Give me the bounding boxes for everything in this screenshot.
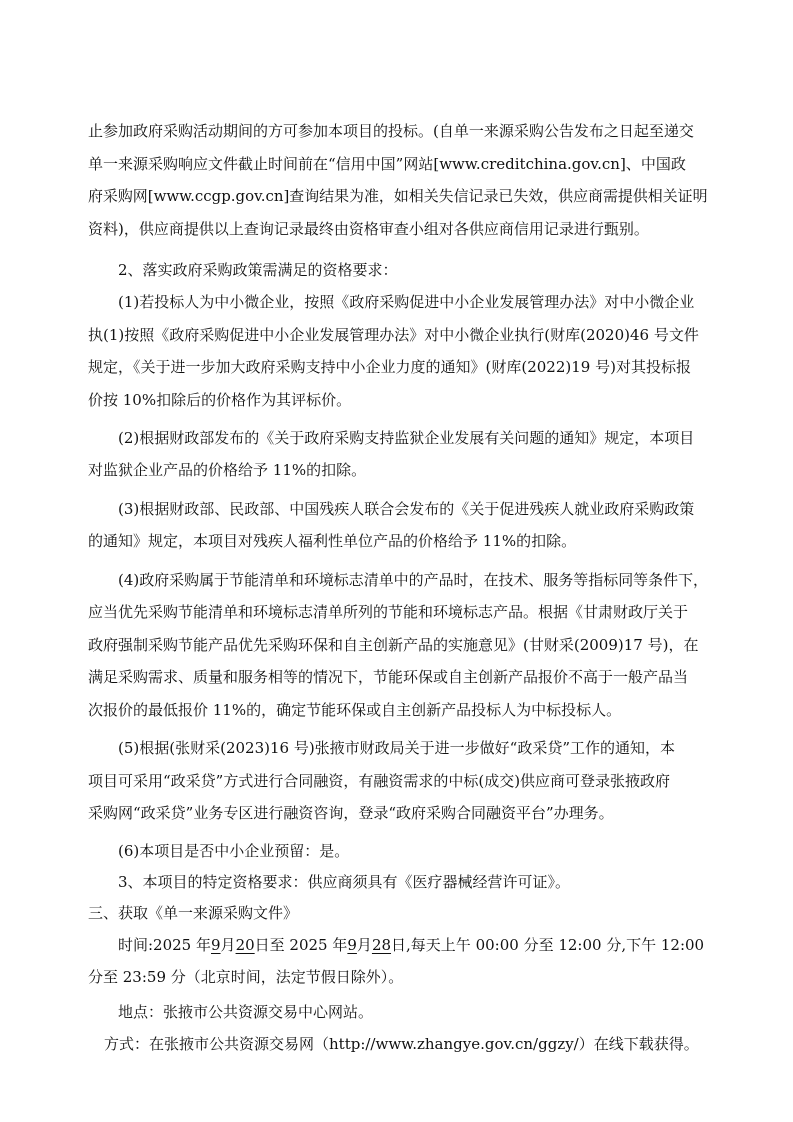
paragraph-line: 满足采购需求、质量和服务相等的情况下，节能环保或自主创新产品报价不高于一般产品当 xyxy=(88,668,689,686)
month-unit: 月 xyxy=(220,936,236,954)
paragraph-line: 的通知》规定，本项目对残疾人福利性单位产品的价格给予 11%的扣除。 xyxy=(88,532,577,550)
paragraph-line: 单一来源采购响应文件截止时间前在“信用中国”网站[www.creditchina.gov.cn]、中国政 xyxy=(88,155,686,173)
paragraph-line: 资料)，供应商提供以上查询记录最终由资格审查小组对各供应商信用记录进行甄别。 xyxy=(88,220,649,238)
paragraph-line: 采购网“政采贷”业务专区进行融资咨询，登录“政府采购合同融资平台”办理务。 xyxy=(88,804,614,822)
section-heading: 2、落实政府采购政策需满足的资格要求： xyxy=(118,261,398,279)
paragraph-line: 府采购网[www.ccgp.gov.cn]查询结果为准，如相关失信记录已失效，供应商需提供相关证明 xyxy=(88,187,708,205)
paragraph-line: 应当优先采购节能清单和环境标志清单所列的节能和环境标志产品。根据《甘肃财政厅关于 xyxy=(88,603,689,621)
paragraph-line: 规定，《关于进一步加大政府采购支持中小企业力度的通知》(财库(2022)19 号)对其投标报 xyxy=(88,358,691,376)
paragraph-line: (5)根据(张财采(2023)16 号)张掖市财政局关于进一步做好“政采贷”工作的通知，本 xyxy=(118,739,676,757)
paragraph-line: 项目可采用“政采贷”方式进行合同融资，有融资需求的中标(成交)供应商可登录张掖政府 xyxy=(88,772,671,790)
paragraph-line: (1)若投标人为中小微企业，按照《政府采购促进中小企业发展管理办法》对中小微企业 xyxy=(118,293,695,311)
section-heading: 三、获取《单一来源采购文件》 xyxy=(88,904,299,922)
start-month: 9 xyxy=(211,936,221,954)
location-line: 地点：张掖市公共资源交易中心网站。 xyxy=(118,1003,374,1021)
time-suffix: 日,每天上午 00:00 分至 12:00 分,下午 12:00 xyxy=(391,936,705,954)
section-heading: 3、本项目的特定资格要求：供应商须具有《医疗器械经营许可证》。 xyxy=(118,873,571,891)
time-prefix: 时间:2025 年 xyxy=(118,936,211,954)
paragraph-line: (3)根据财政部、民政部、中国残疾人联合会发布的《关于促进残疾人就业政府采购政策 xyxy=(118,500,695,518)
paragraph-line: 对监狱企业产品的价格给予 11%的扣除。 xyxy=(88,461,367,479)
month-unit: 月 xyxy=(356,936,372,954)
paragraph-line: (2)根据财政部发布的《关于政府采购支持监狱企业发展有关问题的通知》规定，本项目 xyxy=(118,429,695,447)
paragraph-line: 次报价的最低报价 11%的，确定节能环保或自主创新产品投标人为中标投标人。 xyxy=(88,701,622,719)
paragraph-line: 分至 23:59 分（北京时间，法定节假日除外）。 xyxy=(88,968,404,986)
paragraph-line: 政府强制采购节能产品优先采购环保和自主创新产品的实施意见》(甘财采(2009)17 号)，在 xyxy=(88,636,699,654)
paragraph-line: 价按 10%扣除后的价格作为其评标价。 xyxy=(88,391,352,409)
time-line xyxy=(118,931,708,959)
paragraph-line: 执(1)按照《政府采购促进中小企业发展管理办法》对中小微企业执行(财库(2020)46 号文件 xyxy=(88,326,699,344)
end-day: 28 xyxy=(371,936,392,954)
time-mid: 日至 2025 年 xyxy=(254,936,348,954)
end-month: 9 xyxy=(347,936,357,954)
paragraph-line: (4)政府采购属于节能清单和环境标志清单中的产品时，在技术、服务等指标同等条件下， xyxy=(118,571,709,589)
paragraph-line: (6)本项目是否中小企业预留：是。 xyxy=(118,842,350,860)
paragraph-line: 止参加政府采购活动期间的方可参加本项目的投标。(自单一来源采购公告发布之日起至递交 xyxy=(88,122,694,140)
start-day: 20 xyxy=(235,936,255,954)
method-line: 方式：在张掖市公共资源交易网（http://www.zhangye.gov.cn/ggzy/）在线下载获得。 xyxy=(104,1035,699,1053)
